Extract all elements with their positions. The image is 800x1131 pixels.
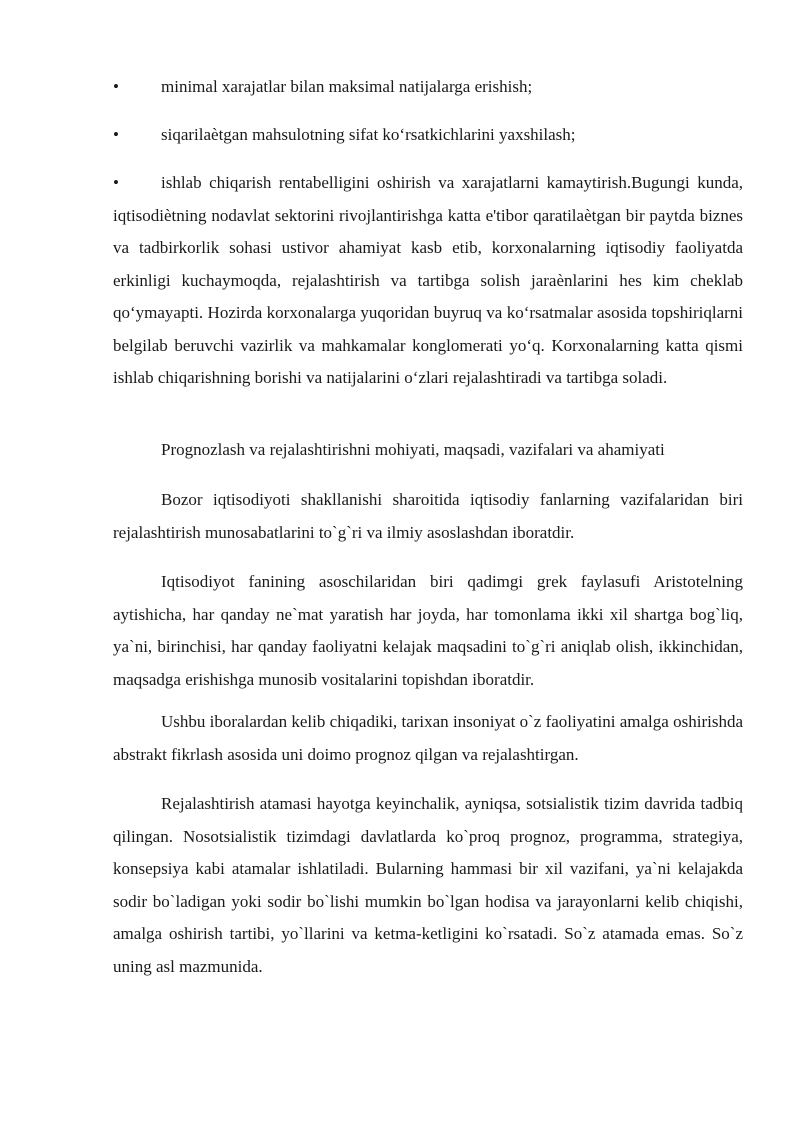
bullet-item-text: siqarilaètgan mahsulotning sifat ko‘rsatkichlarini yaxshilash; <box>161 125 576 144</box>
bullet-symbol: • <box>113 125 119 144</box>
bullet-item-text: minimal xarajatlar bilan maksimal natijalarga erishish; <box>161 77 533 96</box>
paragraph-5: Rejalashtirish atamasi hayotga keyinchalik, ayniqsa, sotsialistik tizim davrida tadbiq qilingan. Nosotsialistik tizimdagi davlatlarda ko`proq prognoz, programma, strategiya, konsepsiya kabi atamalar ishlatiladi. Bularning hammasi bir xil vazifani, ya`ni kelajakda sodir bo`ladigan yoki sodir bo`lishi mumkin bo`lgan hodisa va jarayonlarni kelib chiqishi, amalga oshirish tartibi, yo`llarini va ketma-ketligini ko`rsatadi. So`z atamada emas. So`z uning asl mazmunida. <box>113 794 743 976</box>
section-heading: Prognozlash va rejalashtirishni mohiyati, maqsadi, vazifalari va ahamiyati <box>161 440 665 459</box>
paragraph-1: ishlab chiqarish rentabelligini oshirish va xarajatlarni kamaytirish.Bugungi kunda, iqtisodiètning nodavlat sektorini rivojlantirishga katta e'tibor qaratilaètgan bir paytda biznes va tadbirkorlik sohasi ustivor ahamiyat kasb etib, korxonalarning iqtisodiy faoliyatda erkinligi kuchaymoqda, rejalashtirish va tartibga solish jaraènlarini hes kim cheklab qo‘ymayapti. Hozirda korxonalarga yuqoridan buyruq va ko‘rsatmalar asosida topshiriqlarni belgilab beruvchi vazirlik va mahkamalar konglomerati yo‘q. Korxonalarning katta qismi ishlab chiqarishning borishi va natijalarini o‘zlari rejalashtiradi va tartibga soladi. <box>113 173 743 387</box>
bullet-symbol: • <box>113 77 119 96</box>
bullet-symbol-3: • <box>113 173 119 192</box>
paragraph-3: Iqtisodiyot fanining asoschilaridan biri qadimgi grek faylasufi Aristotelning aytishicha, har qanday ne`mat yaratish har joyda, har tomonlama ikki xil shartga bog`liq, ya`ni, birinchisi, har qanday faoliyatni kelajak maqsadini to`g`ri aniqlab olish, ikkinchidan, maqsadga erishishga munosib vositalarini topishdan iboratdir. <box>113 572 743 689</box>
paragraph-2: Bozor iqtisodiyoti shakllanishi sharoitida iqtisodiy fanlarning vazifalaridan biri rejalashtirish munosabatlarini to`g`ri va ilmiy asoslashdan iboratdir. <box>113 490 743 542</box>
paragraph-4: Ushbu iboralardan kelib chiqadiki, tarixan insoniyat o`z faoliyatini amalga oshirishda abstrakt fikrlash asosida uni doimo prognoz qilgan va rejalashtirgan. <box>113 712 743 764</box>
